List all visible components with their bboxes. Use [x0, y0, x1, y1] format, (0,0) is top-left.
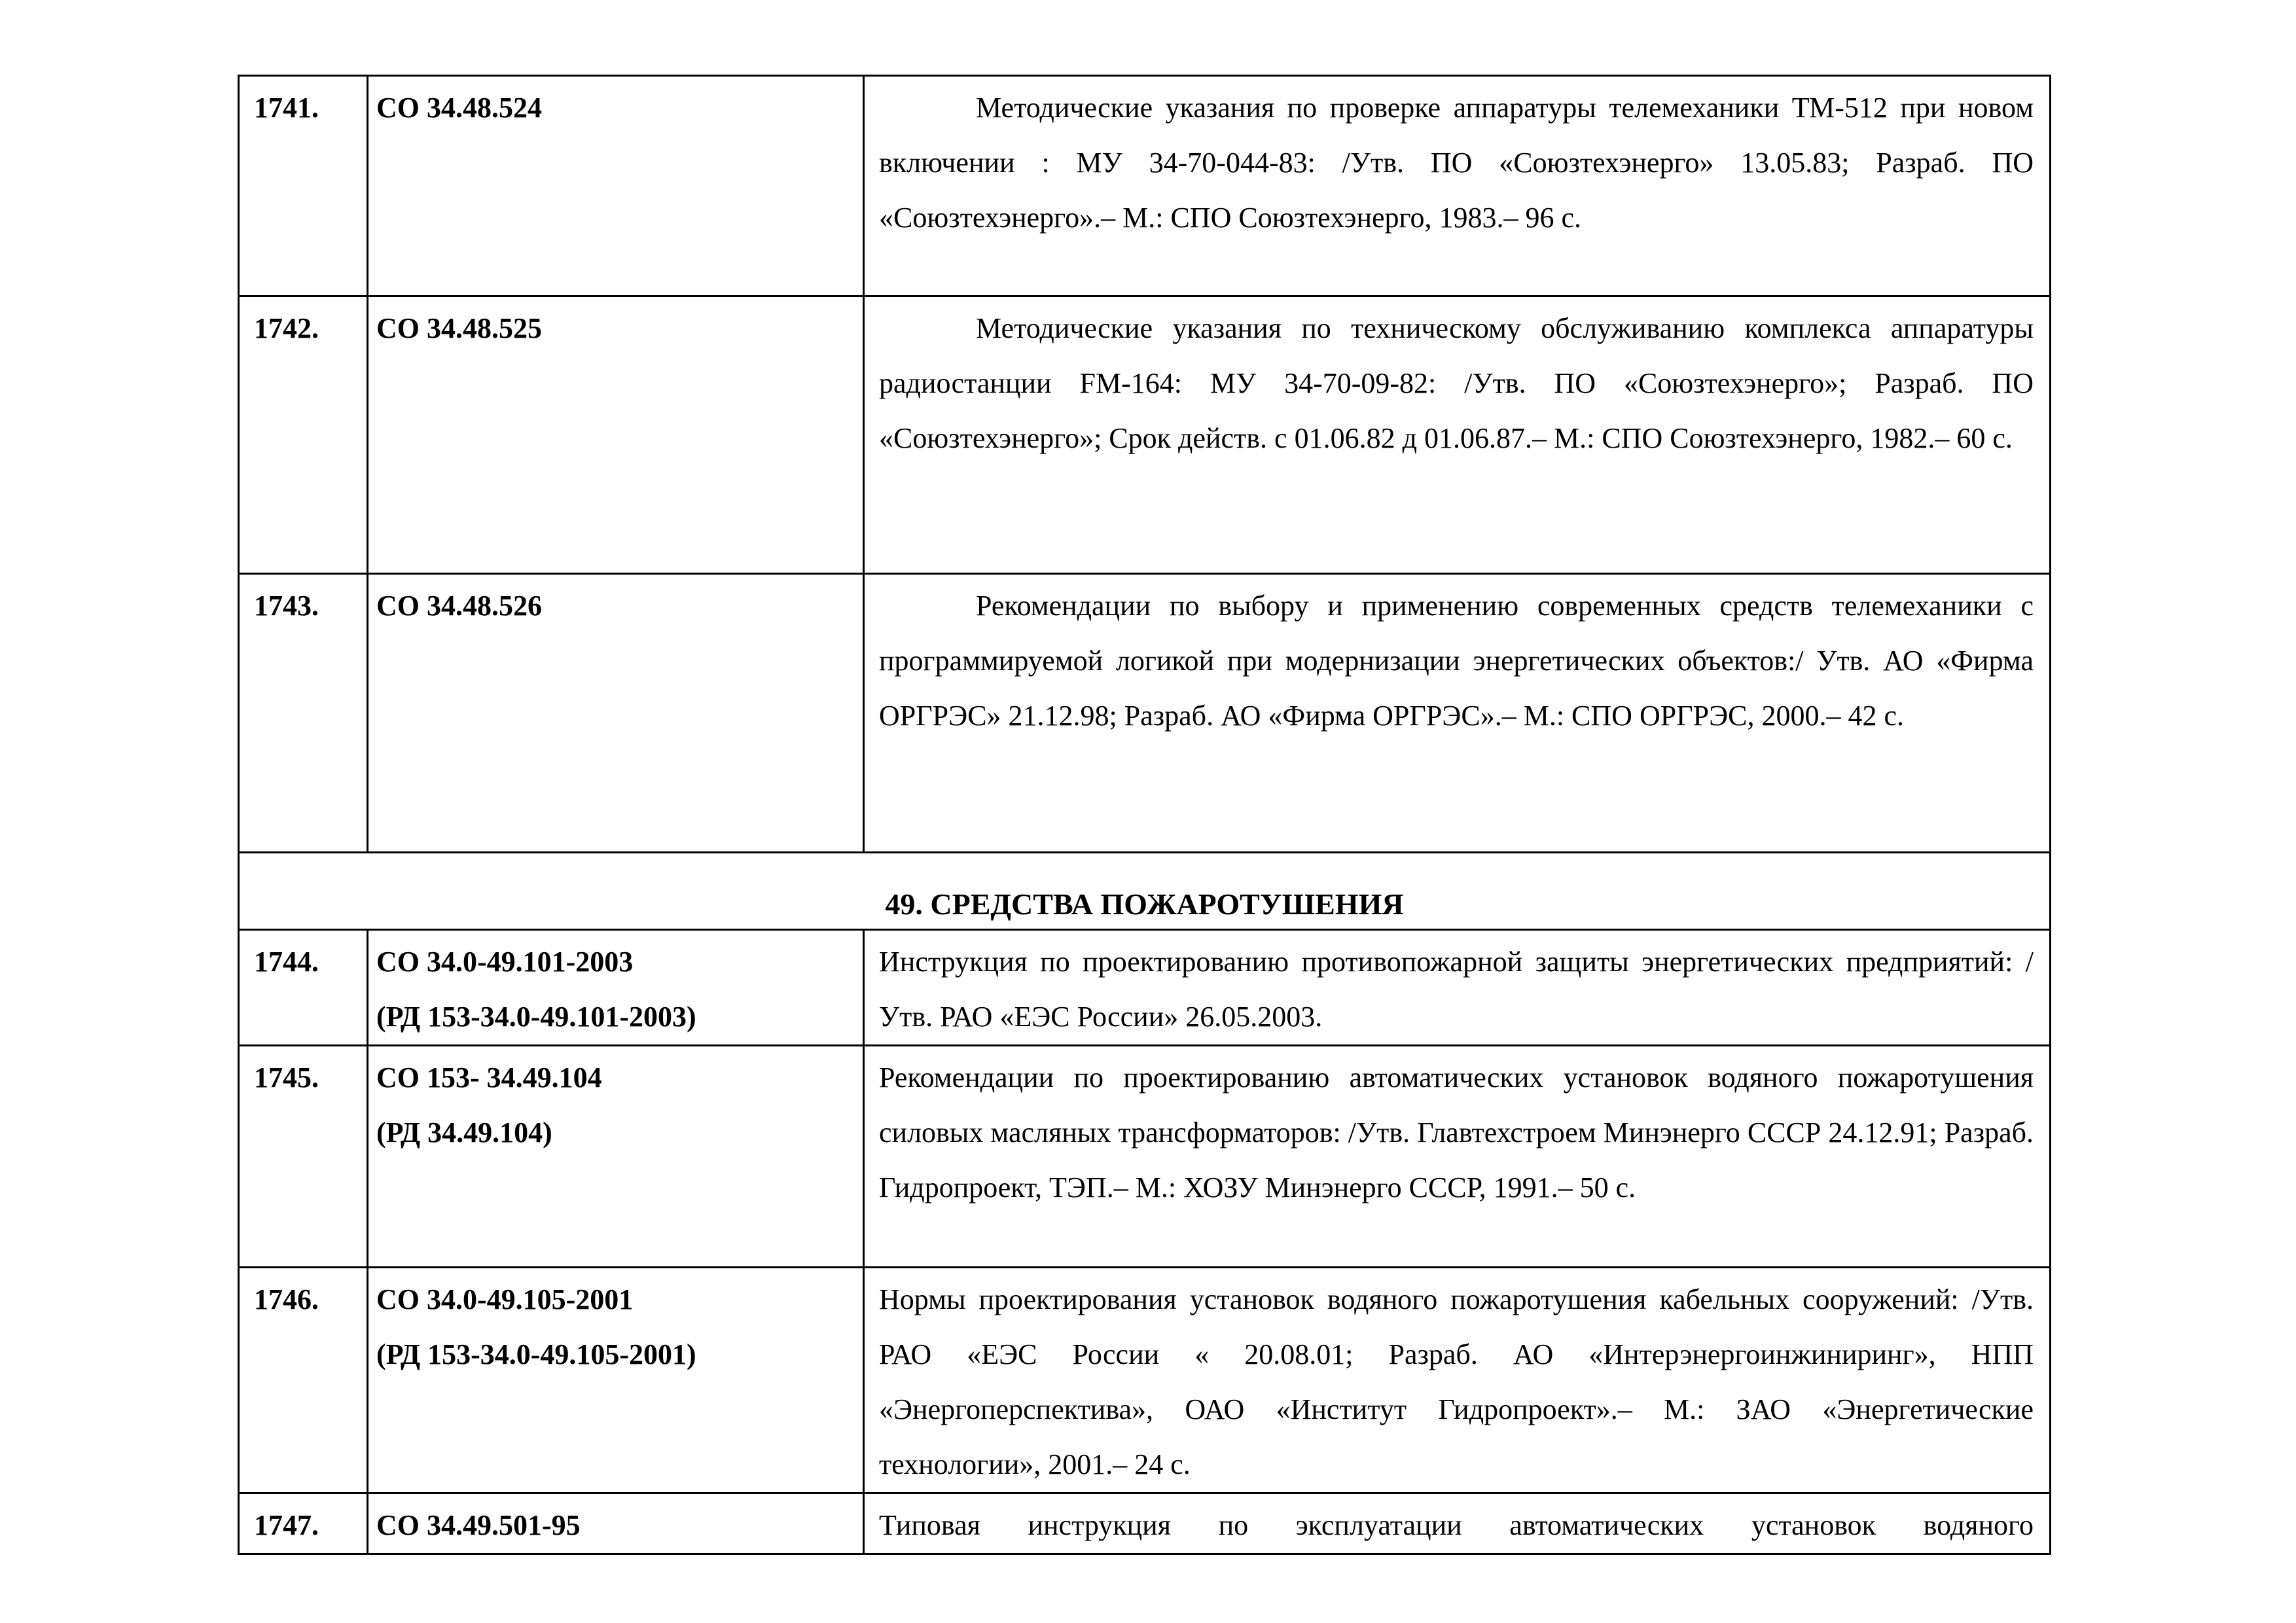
description-text: Методические указания по проверке аппаратуры телемеханики ТМ-512 при новом включении : МУ 34-70-044-83: /Утв. ПО «Союзтехэнерго» 13.05.83; Разраб. ПО «Союзтехэнерго».– М.: СПО Союзтехэнерго, 1983.– 96 с.: [879, 92, 2034, 234]
table-row: [239, 76, 2051, 296]
document-code: [368, 1046, 864, 1268]
section-title: 49. СРЕДСТВА ПОЖАРОТУШЕНИЯ: [239, 853, 2051, 930]
document-table: [238, 75, 2051, 1555]
document-description: [864, 1493, 2051, 1554]
document-code: [368, 574, 864, 853]
document-code: [368, 1493, 864, 1554]
document-code: [368, 1268, 864, 1493]
entry-number: 1745.: [239, 1046, 368, 1268]
document-code: [368, 930, 864, 1046]
code-line: СО 34.48.525: [376, 312, 542, 344]
description-text: Рекомендации по выбору и применению современных средств телемеханики с программируемой логикой при модернизации энергетических объектов:/ Утв. АО «Фирма ОРГРЭС» 21.12.98; Разраб. АО «Фирма ОРГРЭС».– М.: СПО ОРГРЭС, 2000.– 42 с.: [879, 590, 2034, 732]
table-row: [239, 574, 2051, 853]
document-code: [368, 76, 864, 296]
document-description: [864, 1268, 2051, 1493]
entry-number: 1744.: [239, 930, 368, 1046]
code-line: СО 153- 34.49.104: [376, 1061, 602, 1094]
description-text: Типовая инструкция по эксплуатации автоматических установок водяного: [879, 1509, 2034, 1541]
entry-number: 1742.: [239, 296, 368, 574]
description-text: Методические указания по техническому обслуживанию комплекса аппаратуры радиостанции FM-164: МУ 34-70-09-82: /Утв. ПО «Союзтехэнерго»; Разраб. ПО «Союзтехэнерго»; Срок действ. с 01.06.82 д 01.06.87.– М.: СПО Союзтехэнерго, 1982.– 60 с.: [879, 312, 2034, 454]
document-code: [368, 296, 864, 574]
code-line: СО 34.0-49.101-2003: [376, 946, 634, 978]
document-description: [864, 574, 2051, 853]
table-row: [239, 296, 2051, 574]
entry-number: 1741.: [239, 76, 368, 296]
code-line-alt: (РД 34.49.104): [376, 1116, 552, 1149]
code-line-alt: (РД 153-34.0-49.105-2001): [376, 1338, 696, 1370]
description-text: Инструкция по проектированию противопожарной защиты энергетических предприятий: /Утв. РАО «ЕЭС России» 26.05.2003.: [879, 946, 2034, 1033]
entry-number: 1743.: [239, 574, 368, 853]
document-description: [864, 1046, 2051, 1268]
table-row: [239, 1046, 2051, 1268]
section-header-row: [239, 853, 2051, 930]
document-description: [864, 76, 2051, 296]
code-line: СО 34.49.501-95: [376, 1509, 581, 1541]
code-line: СО 34.48.524: [376, 92, 542, 124]
document-description: [864, 296, 2051, 574]
table-row: [239, 1268, 2051, 1493]
entry-number: 1747.: [239, 1493, 368, 1554]
table-row: [239, 930, 2051, 1046]
document-description: [864, 930, 2051, 1046]
entry-number: 1746.: [239, 1268, 368, 1493]
table-row: [239, 1493, 2051, 1554]
code-line-alt: (РД 153-34.0-49.101-2003): [376, 1001, 696, 1033]
code-line: СО 34.48.526: [376, 590, 542, 622]
description-text: Рекомендации по проектированию автоматических установок водяного пожаротушения силовых масляных трансформаторов: /Утв. Главтехстроем Минэнерго СССР 24.12.91; Разраб. Гидропроект, ТЭП.– М.: ХОЗУ Минэнерго СССР, 1991.– 50 с.: [879, 1061, 2034, 1204]
description-text: Нормы проектирования установок водяного пожаротушения кабельных сооружений: /Утв. РАО «ЕЭС России « 20.08.01; Разраб. АО «Интерэнергоинжиниринг», НПП «Энергоперспектива», ОАО «Институт Гидропроект».– М.: ЗАО «Энергетические технологии», 2001.– 24 с.: [879, 1283, 2034, 1480]
code-line: СО 34.0-49.105-2001: [376, 1283, 634, 1315]
